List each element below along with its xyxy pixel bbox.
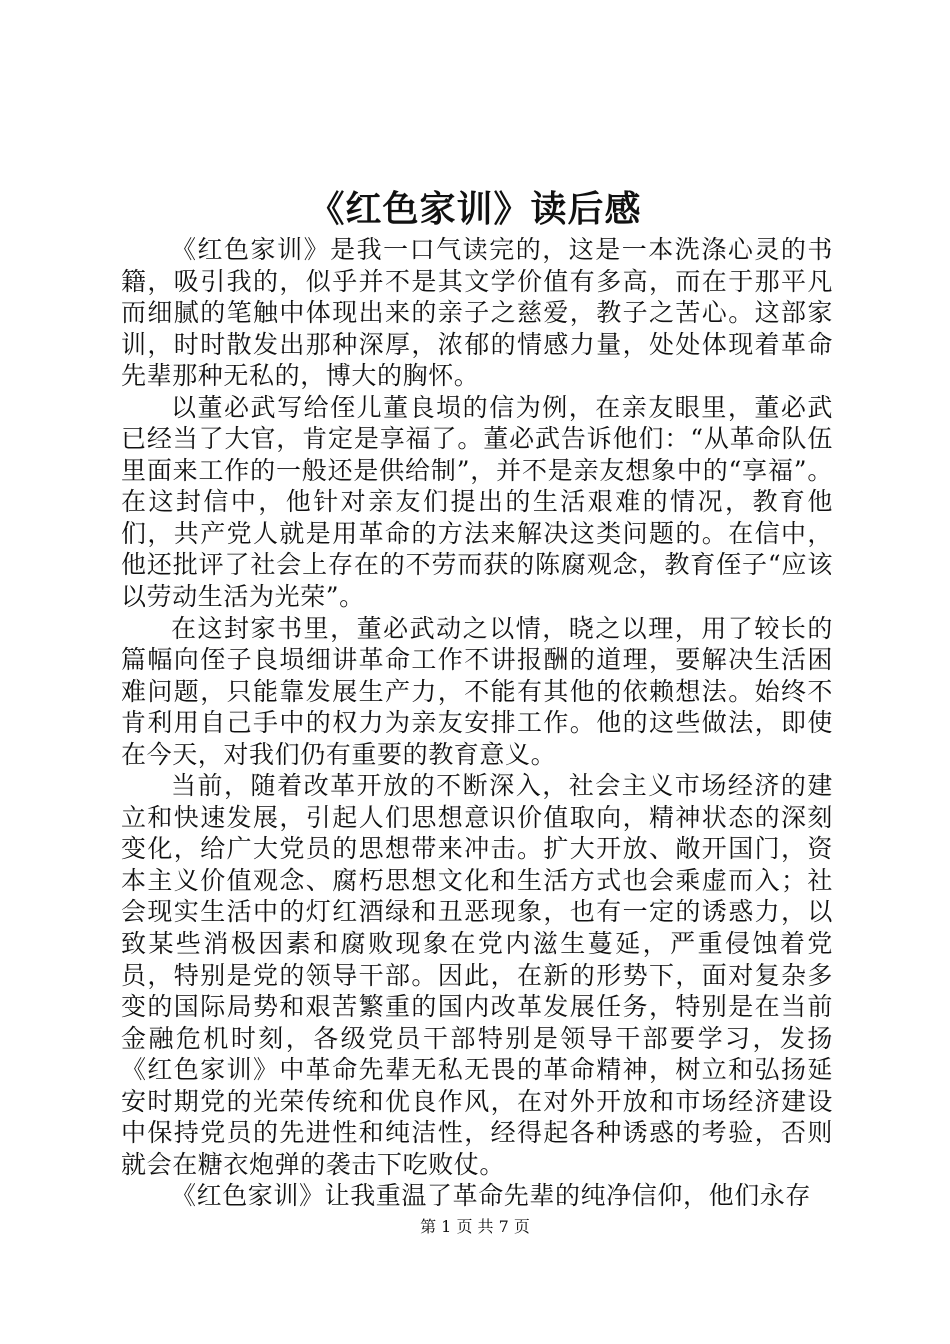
paragraph-2: 以董必武写给侄儿董良埙的信为例，在亲友眼里，董必武已经当了大官，肯定是享福了。董必武告诉他们：“从革命队伍里面来工作的一般还是供给制”，并不是亲友想象中的“享福”。在这封信中，他针对亲友们提出的生活艰难的情况，教育他们，共产党人就是用革命的方法来解决这类问题的。在信中，他还批评了社会上存在的不劳而获的陈腐观念，教育侄子“应该以劳动生活为光荣”。 — [121, 392, 833, 612]
paragraph-1: 《红色家训》是我一口气读完的，这是一本洗涤心灵的书籍，吸引我的，似乎并不是其文学价值有多高，而在于那平凡而细腻的笔触中体现出来的亲子之慈爱，教子之苦心。这部家训，时时散发出那种深厚，浓郁的情感力量，处处体现着革命先辈那种无私的，博大的胸怀。 — [121, 235, 833, 391]
paragraph-3: 在这封家书里，董必武动之以情，晓之以理，用了较长的篇幅向侄子良埙细讲革命工作不讲报酬的道理，要解决生活困难问题，只能靠发展生产力，不能有其他的依赖想法。始终不肯利用自己手中的权力为亲友安排工作。他的这些做法，即使在今天，对我们仍有重要的教育意义。 — [121, 613, 833, 769]
document-body — [121, 234, 833, 1212]
document-title: 《红色家训》读后感 — [308, 189, 642, 230]
page-number-footer: 第 1 页 共 7 页 — [420, 1217, 530, 1236]
paragraph-4: 当前，随着改革开放的不断深入，社会主义市场经济的建立和快速发展，引起人们思想意识价值取向，精神状态的深刻变化，给广大党员的思想带来冲击。扩大开放、敞开国门，资本主义价值观念、腐朽思想文化和生活方式也会乘虚而入；社会现实生活中的灯红酒绿和丑恶现象，也有一定的诱惑力，以致某些消极因素和腐败现象在党内滋生蔓延，严重侵蚀着党员，特别是党的领导干部。因此，在新的形势下，面对复杂多变的国际局势和艰苦繁重的国内改革发展任务，特别是在当前金融危机时刻，各级党员干部特别是领导干部要学习，发扬《红色家训》中革命先辈无私无畏的革命精神，树立和弘扬延安时期党的光荣传统和优良作风，在对外开放和市场经济建设中保持党员的先进性和纯洁性，经得起各种诱惑的考验，否则就会在糖衣炮弹的袭击下吃败仗。 — [121, 771, 833, 1179]
paragraph-5: 《红色家训》让我重温了革命先辈的纯净信仰，他们永存 — [171, 1181, 812, 1211]
